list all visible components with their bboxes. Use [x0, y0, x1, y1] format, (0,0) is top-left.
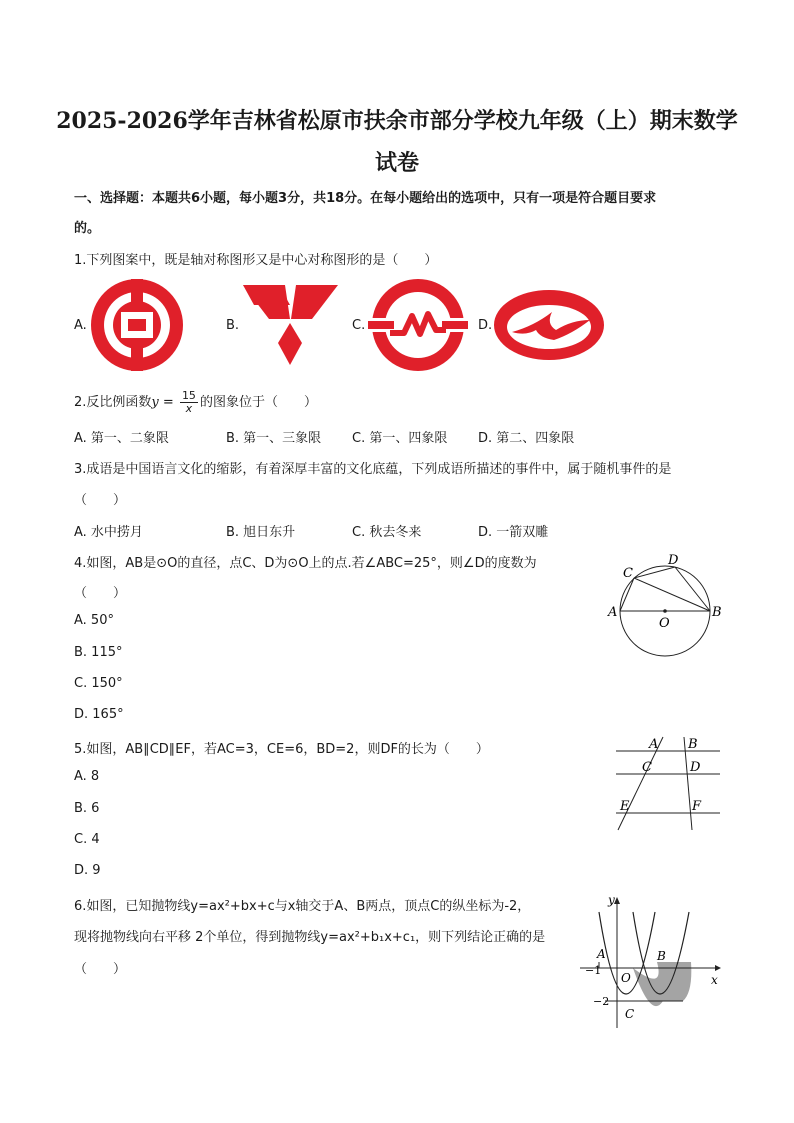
q3-stem-line2: （ ）	[74, 493, 127, 508]
q2-option-a: A. 第一、二象限	[74, 431, 169, 446]
q1-label-c: C.	[352, 318, 366, 333]
q2-numerator: 15	[181, 389, 196, 402]
q2-option-d: D. 第二、四象限	[478, 431, 575, 446]
q2-stem	[74, 390, 317, 415]
q2-denominator: x	[185, 402, 193, 415]
q4-label-c: C	[623, 566, 633, 581]
q5-label-c: C	[642, 760, 652, 775]
q6-label-a: A	[597, 947, 606, 961]
q6-label-x: x	[711, 973, 718, 987]
q1-label-a: A.	[74, 318, 87, 333]
exam-title-line2: 试卷	[374, 150, 419, 176]
q2-equals: =	[158, 395, 178, 410]
q6-label-b: B	[657, 949, 666, 963]
q5-option-a: A. 8	[74, 769, 100, 784]
q3-option-c: C. 秋去冬来	[352, 525, 422, 540]
q5-label-b: B	[688, 737, 698, 752]
q6-parabola-figure	[575, 892, 725, 1030]
q2-suffix: 的图象位于（ ）	[199, 395, 317, 410]
q5-option-c: C. 4	[74, 832, 100, 847]
q1-label-d: D.	[478, 318, 493, 333]
bank-logo-icon	[88, 279, 186, 371]
three-diamond-logo-icon	[243, 283, 338, 365]
section-heading-line1: 一、选择题：本题共6小题，每小题3分，共18分。在每小题给出的选项中，只有一项是符合题目要求	[74, 191, 657, 206]
q2-prefix: 2.反比例函数	[74, 395, 152, 410]
q1-stem: 1.下列图案中，既是轴对称图形又是中心对称图形的是（ ）	[74, 253, 438, 268]
q5-label-a: A	[649, 737, 659, 752]
exam-title-line1: 2025-2026学年吉林省松原市扶余市部分学校九年级（上）期末数学	[56, 108, 738, 134]
q4-circle-figure	[600, 550, 730, 662]
q5-stem: 5.如图，AB∥CD∥EF，若AC=3，CE=6，BD=2，则DF的长为（ ）	[74, 742, 489, 757]
q2-fraction	[180, 390, 198, 415]
q6-label-y: y	[608, 893, 615, 907]
q5-label-f: F	[692, 799, 702, 814]
metro-logo-icon	[368, 278, 468, 372]
q5-parallel-lines-figure	[612, 733, 724, 833]
q6-stem-line3: （ ）	[74, 962, 127, 977]
q5-label-d: D	[690, 760, 701, 775]
q1-label-b: B.	[226, 318, 240, 333]
q6-stem-line1: 6.如图，已知抛物线y=ax²+bx+c与x轴交于A、B两点，顶点C的纵坐标为-2，	[74, 899, 531, 914]
q3-option-b: B. 旭日东升	[226, 525, 296, 540]
q2-var-y: y	[151, 395, 159, 410]
q2-option-b: B. 第一、三象限	[226, 431, 322, 446]
q4-stem-line1: 4.如图，AB是⊙O的直径，点C、D为⊙O上的点.若∠ABC=25°，则∠D的度数为	[74, 556, 537, 571]
q2-option-c: C. 第一、四象限	[352, 431, 448, 446]
q5-option-b: B. 6	[74, 801, 100, 816]
q5-label-e: E	[620, 799, 630, 814]
q4-option-b: B. 115°	[74, 645, 123, 660]
q4-label-b: B	[712, 605, 722, 620]
q3-option-a: A. 水中捞月	[74, 525, 143, 540]
q3-option-d: D. 一箭双雕	[478, 525, 549, 540]
q6-label-minus2: −2	[593, 995, 610, 1008]
ellipse-logo-icon	[494, 290, 604, 360]
section-heading-line2: 的。	[74, 221, 101, 236]
q6-label-minus1: −1	[585, 964, 602, 977]
q3-stem-line1: 3.成语是中国语言文化的缩影，有着深厚丰富的文化底蕴，下列成语所描述的事件中，属于随机事件的是	[74, 462, 672, 477]
q6-label-c: C	[625, 1007, 635, 1021]
q4-option-a: A. 50°	[74, 613, 114, 628]
q5-option-d: D. 9	[74, 863, 101, 878]
q4-label-a: A	[608, 605, 618, 620]
q6-stem-line2: 现将抛物线向右平移 2个单位，得到抛物线y=ax²+b₁x+c₁，则下列结论正确的是	[74, 930, 546, 945]
q6-label-o: O	[621, 971, 631, 985]
q4-label-o: O	[659, 616, 670, 631]
q4-stem-line2: （ ）	[74, 586, 127, 601]
q4-option-d: D. 165°	[74, 707, 124, 722]
q4-label-d: D	[668, 553, 679, 568]
q4-option-c: C. 150°	[74, 676, 123, 691]
